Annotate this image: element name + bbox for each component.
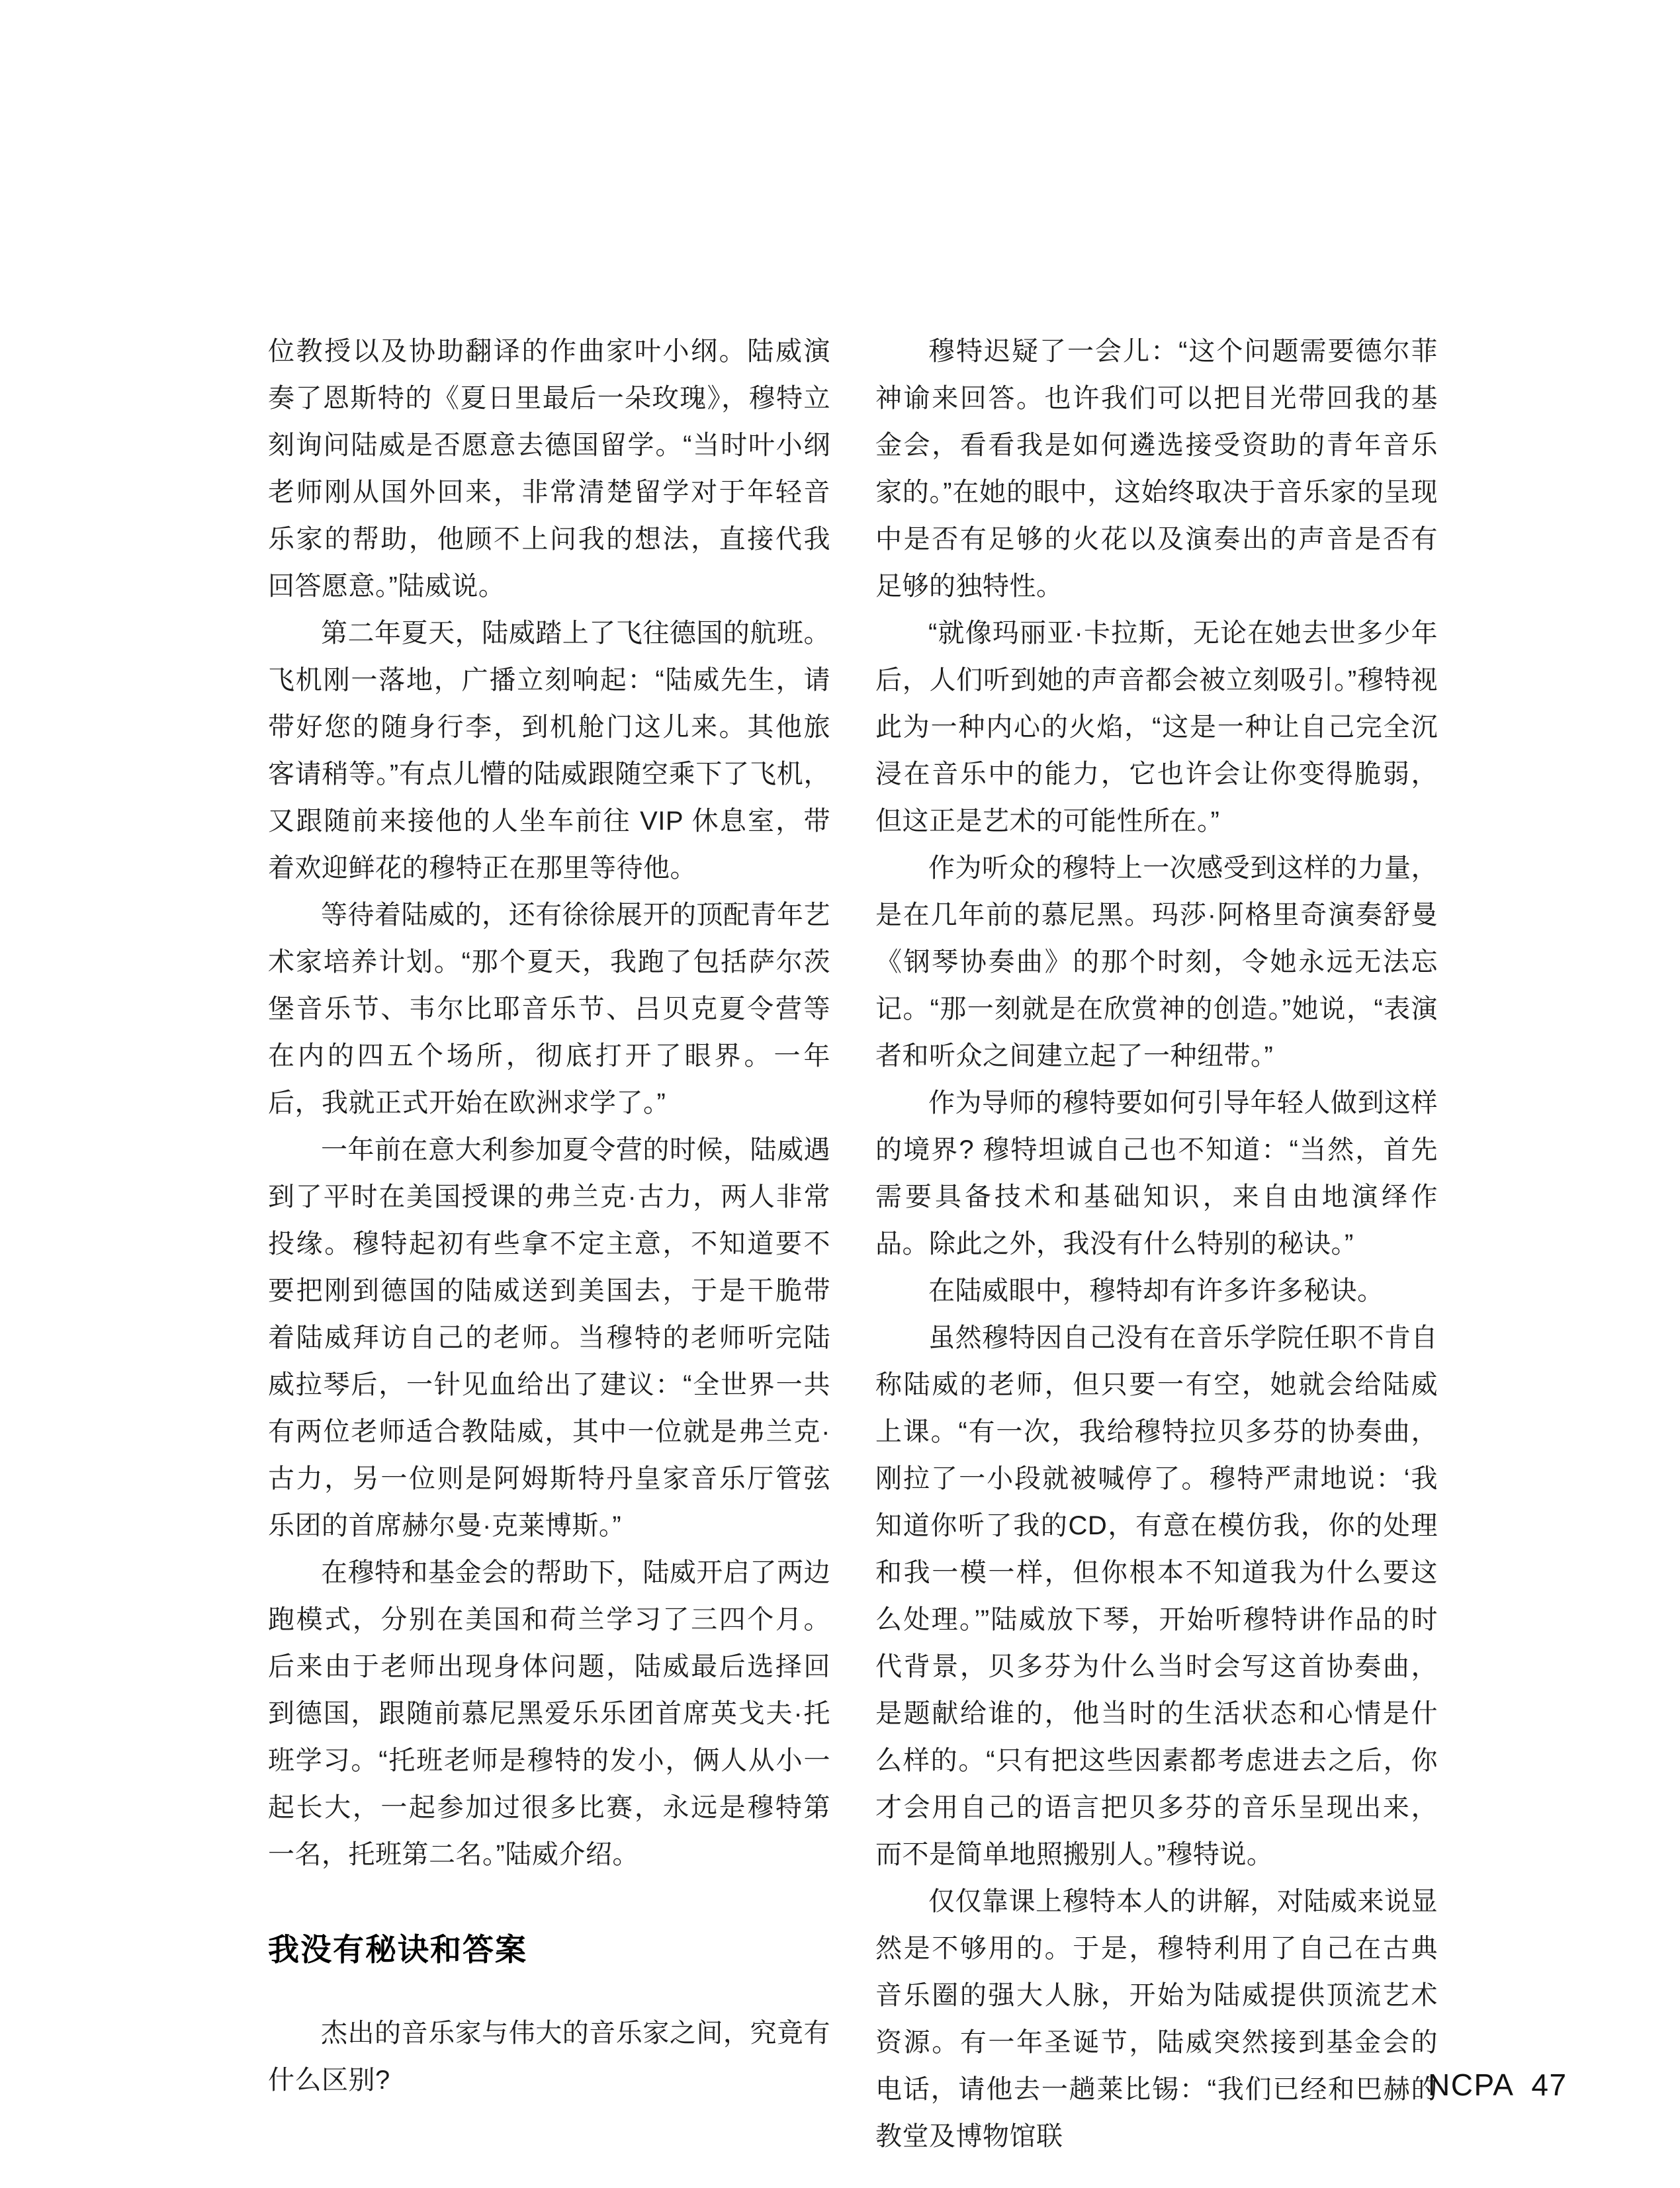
body-paragraph: 等待着陆威的，还有徐徐展开的顶配青年艺术家培养计划。“那个夏天，我跑了包括萨尔茨堡音乐节、韦尔比耶音乐节、吕贝克夏令营等在内的四五个场所，彻底打开了眼界。一年后，我就正式开始在欧洲求学了。” (268, 900, 830, 1117)
body-paragraph: 杰出的音乐家与伟大的音乐家之间，究竟有什么区别? (268, 2019, 830, 2095)
page-number: 47 (1531, 2068, 1568, 2102)
left-column (268, 328, 830, 2160)
body-paragraph: 在穆特和基金会的帮助下，陆威开启了两边跑模式，分别在美国和荷兰学习了三四个月。后来由于老师出现身体问题，陆威最后选择回到德国，跟随前慕尼黑爱乐乐团首席英戈夫·托班学习。“托班老师是穆特的发小，俩人从小一起长大，一起参加过很多比赛，永远是穆特第一名，托班第二名。”陆威介绍。 (268, 1558, 830, 1869)
body-paragraph: 作为听众的穆特上一次感受到这样的力量，是在几年前的慕尼黑。玛莎·阿格里奇演奏舒曼《钢琴协奏曲》的那个时刻，令她永远无法忘记。“那一刻就是在欣赏神的创造。”她说，“表演者和听众之间建立起了一种纽带。” (875, 853, 1438, 1071)
article-body (268, 328, 1438, 2160)
right-column (875, 328, 1438, 2160)
body-paragraph: 作为导师的穆特要如何引导年轻人做到这样的境界? 穆特坦诚自己也不知道：“当然，首先需要具备技术和基础知识，来自由地演绎作品。除此之外，我没有什么特别的秘诀。” (875, 1088, 1438, 1258)
body-paragraph: 一年前在意大利参加夏令营的时候，陆威遇到了平时在美国授课的弗兰克·古力，两人非常投缘。穆特起初有些拿不定主意，不知道要不要把刚到德国的陆威送到美国去，于是干脆带着陆威拜访自己的老师。当穆特的老师听完陆威拉琴后，一针见血给出了建议：“全世界一共有两位老师适合教陆威，其中一位就是弗兰克·古力，另一位则是阿姆斯特丹皇家音乐厅管弦乐团的首席赫尔曼·克莱博斯。” (268, 1135, 830, 1540)
body-paragraph: 仅仅靠课上穆特本人的讲解，对陆威来说显然是不够用的。于是，穆特利用了自己在古典音乐圈的强大人脉，开始为陆威提供顶流艺术资源。有一年圣诞节，陆威突然接到基金会的电话，请他去一趟莱比锡：“我们已经和巴赫的教堂及博物馆联 (875, 1887, 1438, 2151)
body-paragraph: 在陆威眼中，穆特却有许多许多秘诀。 (928, 1276, 1384, 1305)
section-heading: 我没有秘诀和答案 (268, 1932, 527, 1967)
body-paragraph: 位教授以及协助翻译的作曲家叶小纲。陆威演奏了恩斯特的《夏日里最后一朵玫瑰》，穆特立刻询问陆威是否愿意去德国留学。“当时叶小纲老师刚从国外回来，非常清楚留学对于年轻音乐家的帮助，他顾不上问我的想法，直接代我回答愿意。”陆威说。 (268, 337, 830, 601)
page-footer (1428, 2067, 1568, 2103)
body-paragraph: 穆特迟疑了一会儿：“这个问题需要德尔菲神谕来回答。也许我们可以把目光带回我的基金会，看看我是如何遴选接受资助的青年音乐家的。”在她的眼中，这始终取决于音乐家的呈现中是否有足够的火花以及演奏出的声音是否有足够的独特性。 (875, 337, 1438, 601)
body-paragraph: 第二年夏天，陆威踏上了飞往德国的航班。飞机刚一落地，广播立刻响起：“陆威先生，请带好您的随身行李，到机舱门这儿来。其他旅客请稍等。”有点儿懵的陆威跟随空乘下了飞机，又跟随前来接他的人坐车前往 VIP 休息室，带着欢迎鲜花的穆特正在那里等待他。 (268, 619, 830, 883)
body-paragraph: “就像玛丽亚·卡拉斯，无论在她去世多少年后，人们听到她的声音都会被立刻吸引。”穆特视此为一种内心的火焰，“这是一种让自己完全沉浸在音乐中的能力，它也许会让你变得脆弱，但这正是艺术的可能性所在。” (875, 619, 1438, 836)
journal-name: NCPA (1428, 2068, 1515, 2102)
body-paragraph: 虽然穆特因自己没有在音乐学院任职不肯自称陆威的老师，但只要一有空，她就会给陆威上课。“有一次，我给穆特拉贝多芬的协奏曲，刚拉了一小段就被喊停了。穆特严肃地说：‘我知道你听了我的CD，有意在模仿我，你的处理和我一模一样，但你根本不知道我为什么要这么处理。’”陆威放下琴，开始听穆特讲作品的时代背景，贝多芬为什么当时会写这首协奏曲，是题献给谁的，他当时的生活状态和心情是什么样的。“只有把这些因素都考虑进去之后，你才会用自己的语言把贝多芬的音乐呈现出来，而不是简单地照搬别人。”穆特说。 (875, 1323, 1438, 1869)
